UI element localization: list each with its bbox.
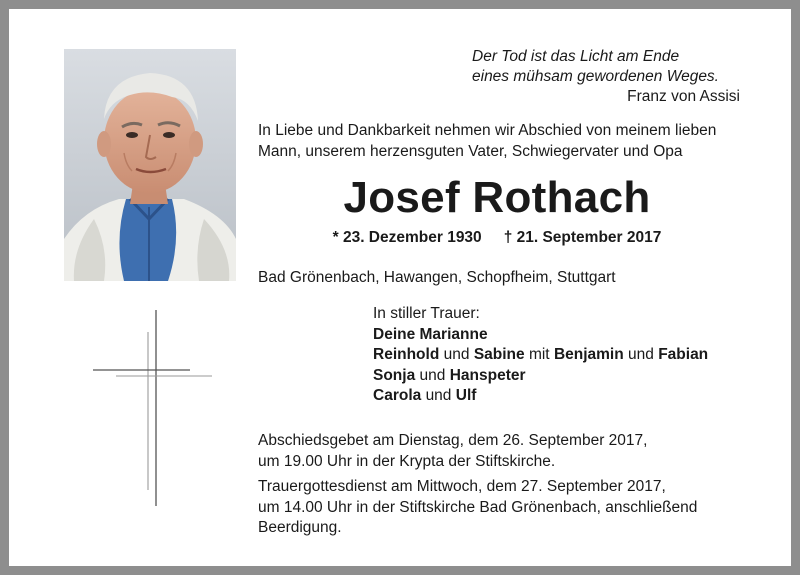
connector-word: und [628, 346, 654, 363]
quote-author: Franz von Assisi [627, 88, 740, 105]
portrait-photo [64, 49, 236, 281]
deceased-name: Josef Rothach [343, 173, 651, 222]
intro-line-1: In Liebe und Dankbarkeit nehmen wir Abschied von meinem lieben [258, 122, 717, 139]
mourner-line-3 [373, 366, 773, 387]
mourners-block [373, 304, 773, 407]
portrait-illustration [64, 49, 236, 281]
mourner-line-4 [373, 386, 773, 407]
death-date: † 21. September 2017 [503, 229, 662, 246]
mourner-name: Sabine [473, 346, 525, 363]
mourner-name: Sonja [373, 366, 416, 384]
connector-word: und [443, 346, 470, 363]
connector-word: und [425, 387, 452, 404]
intro-line-2: Mann, unserem herzensguten Vater, Schwiegervater und Opa [258, 142, 683, 160]
connector-word: und [419, 366, 446, 384]
funeral-line-3: Beerdigung. [258, 519, 342, 536]
mourner-name: Benjamin [553, 346, 624, 363]
funeral-line-1: Trauergottesdienst am Mittwoch, dem 27. September 2017, [258, 478, 666, 495]
mourner-name: Carola [373, 387, 422, 404]
birth-date: * 23. Dezember 1930 [332, 229, 482, 246]
funeral-service [258, 477, 758, 539]
mourner-name: Hanspeter [449, 366, 526, 384]
quote-line-2: eines mühsam gewordenen Weges. [472, 68, 719, 85]
prayer-line-1: Abschiedsgebet am Dienstag, dem 26. September 2017, [258, 432, 648, 449]
connector-word: mit [528, 346, 550, 363]
mourners-heading: In stiller Trauer: [373, 305, 480, 322]
funeral-line-2: um 14.00 Uhr in der Stiftskirche Bad Grönenbach, anschließend [258, 498, 698, 516]
quote-line-1: Der Tod ist das Licht am Ende [472, 48, 680, 65]
farewell-prayer [258, 431, 758, 472]
mourner-name: Fabian [658, 346, 709, 363]
cross-icon [90, 308, 215, 508]
mourner-name: Deine Marianne [373, 325, 488, 343]
mourner-name: Ulf [455, 387, 477, 404]
life-dates [258, 228, 736, 248]
mourner-line-2 [373, 345, 773, 366]
mourner-name: Reinhold [373, 346, 440, 363]
service-info [258, 431, 758, 544]
intro-text [258, 121, 758, 162]
places-line: Bad Grönenbach, Hawangen, Schopfheim, Stuttgart [258, 269, 616, 286]
quote-block [440, 47, 740, 107]
mourner-line-1 [373, 325, 773, 346]
prayer-line-2: um 19.00 Uhr in der Krypta der Stiftskirche. [258, 452, 556, 470]
